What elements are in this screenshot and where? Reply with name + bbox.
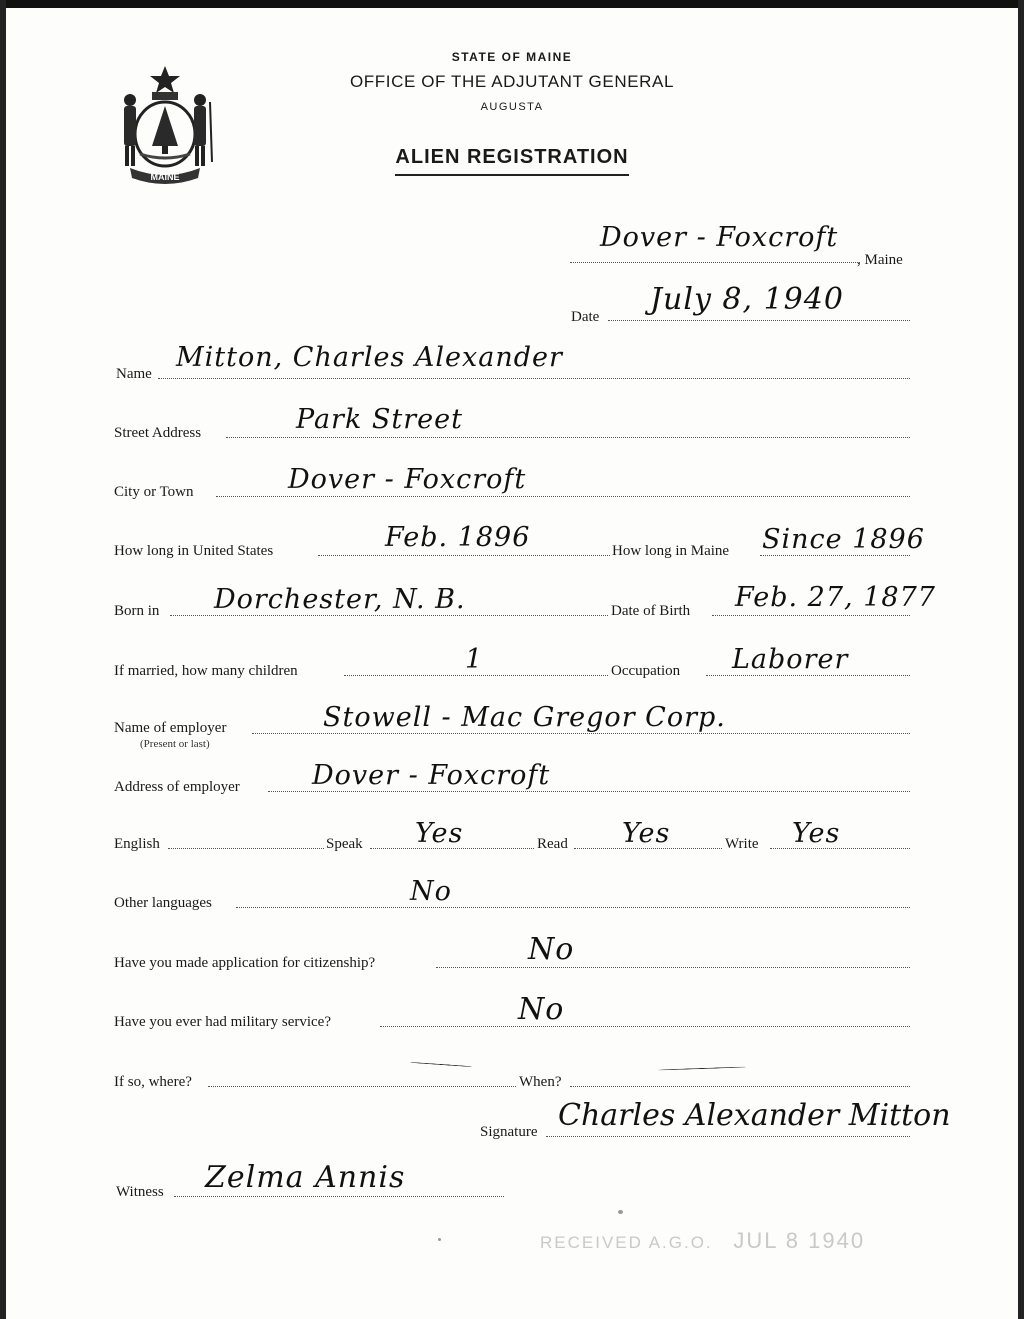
- citizenship-line: [436, 967, 910, 968]
- occupation-line: [706, 675, 910, 676]
- citizenship-value: No: [528, 932, 575, 967]
- military-label: Have you ever had military service?: [114, 1014, 331, 1030]
- street-address-line: [226, 437, 910, 438]
- received-stamp: [540, 1228, 865, 1254]
- born-in-value: Dorchester, N. B.: [214, 584, 466, 615]
- born-in-line: [170, 615, 608, 616]
- other-languages-label: Other languages: [114, 895, 212, 911]
- town-suffix: , Maine: [857, 252, 903, 268]
- speak-label: Speak: [326, 836, 363, 852]
- english-line: [168, 848, 324, 849]
- how-long-us-line: [318, 555, 610, 556]
- date-of-birth-value: Feb. 27, 1877: [735, 582, 936, 613]
- header-office: OFFICE OF THE ADJUTANT GENERAL: [349, 72, 675, 91]
- where-dash-mark: [410, 1062, 472, 1067]
- how-long-maine-line: [760, 555, 910, 556]
- signature-label: Signature: [480, 1124, 538, 1140]
- scan-speck: [618, 1210, 623, 1214]
- other-languages-line: [236, 907, 910, 908]
- date-line: [608, 320, 910, 321]
- employer-address-value: Dover - Foxcroft: [312, 760, 551, 791]
- name-value: Mitton, Charles Alexander: [176, 342, 563, 373]
- street-address-label: Street Address: [114, 425, 202, 441]
- date-value: July 8, 1940: [650, 282, 844, 317]
- employer-address-label: Address of employer: [114, 779, 240, 795]
- witness-line: [174, 1196, 504, 1197]
- how-long-maine-value: Since 1896: [762, 524, 925, 555]
- city-or-town-value: Dover - Foxcroft: [288, 464, 527, 495]
- form-title-text: ALIEN REGISTRATION: [395, 146, 628, 176]
- scan-border-top: [0, 0, 1024, 8]
- employer-address-line: [268, 791, 910, 792]
- military-value: No: [518, 992, 565, 1027]
- write-value: Yes: [792, 818, 841, 849]
- children-value: 1: [465, 644, 484, 675]
- when-line: [570, 1086, 910, 1087]
- where-line: [208, 1086, 516, 1087]
- employer-sublabel: (Present or last): [140, 738, 210, 750]
- city-or-town-label: City or Town: [114, 484, 194, 500]
- how-long-us-label: How long in United States: [114, 543, 274, 559]
- town-value: Dover - Foxcroft: [600, 222, 839, 253]
- where-label: If so, where?: [114, 1074, 192, 1090]
- english-label: English: [114, 836, 160, 852]
- write-label: Write: [725, 836, 759, 852]
- when-dash-mark: [658, 1066, 746, 1070]
- received-stamp-text: RECEIVED A.G.O.: [540, 1233, 713, 1252]
- speak-value: Yes: [415, 818, 464, 849]
- occupation-value: Laborer: [732, 644, 849, 675]
- form-title: [0, 146, 1024, 169]
- read-label: Read: [537, 836, 568, 852]
- date-of-birth-label: Date of Birth: [611, 603, 691, 619]
- received-stamp-date: JUL 8 1940: [733, 1228, 866, 1253]
- street-address-value: Park Street: [296, 404, 463, 435]
- occupation-label: Occupation: [611, 663, 681, 679]
- when-label: When?: [519, 1074, 562, 1090]
- children-line: [344, 675, 608, 676]
- scan-border-right: [1018, 0, 1024, 1319]
- citizenship-label: Have you made application for citizenship?: [114, 955, 376, 971]
- scan-border-left: [0, 0, 6, 1319]
- born-in-label: Born in: [114, 603, 160, 619]
- witness-label: Witness: [116, 1184, 164, 1200]
- header-city: AUGUSTA: [480, 101, 544, 113]
- military-line: [380, 1026, 910, 1027]
- scan-speck: [438, 1238, 441, 1241]
- seal-banner-text: MAINE: [150, 172, 180, 182]
- date-of-birth-line: [712, 615, 910, 616]
- name-line: [158, 378, 910, 379]
- signature-value: Charles Alexander Mitton: [558, 1098, 951, 1133]
- employer-label: Name of employer: [114, 720, 227, 736]
- witness-value: Zelma Annis: [205, 1160, 406, 1195]
- read-value: Yes: [622, 818, 671, 849]
- employer-value: Stowell - Mac Gregor Corp.: [323, 702, 726, 733]
- town-line: [570, 262, 860, 263]
- employer-line: [252, 733, 910, 734]
- header-state: STATE OF MAINE: [451, 50, 573, 64]
- how-long-us-value: Feb. 1896: [385, 522, 531, 553]
- date-label: Date: [571, 309, 600, 325]
- children-label: If married, how many children: [114, 663, 298, 679]
- city-or-town-line: [216, 496, 910, 497]
- how-long-maine-label: How long in Maine: [612, 543, 730, 559]
- other-languages-value: No: [410, 876, 452, 907]
- signature-line: [546, 1136, 910, 1137]
- name-label: Name: [116, 366, 152, 382]
